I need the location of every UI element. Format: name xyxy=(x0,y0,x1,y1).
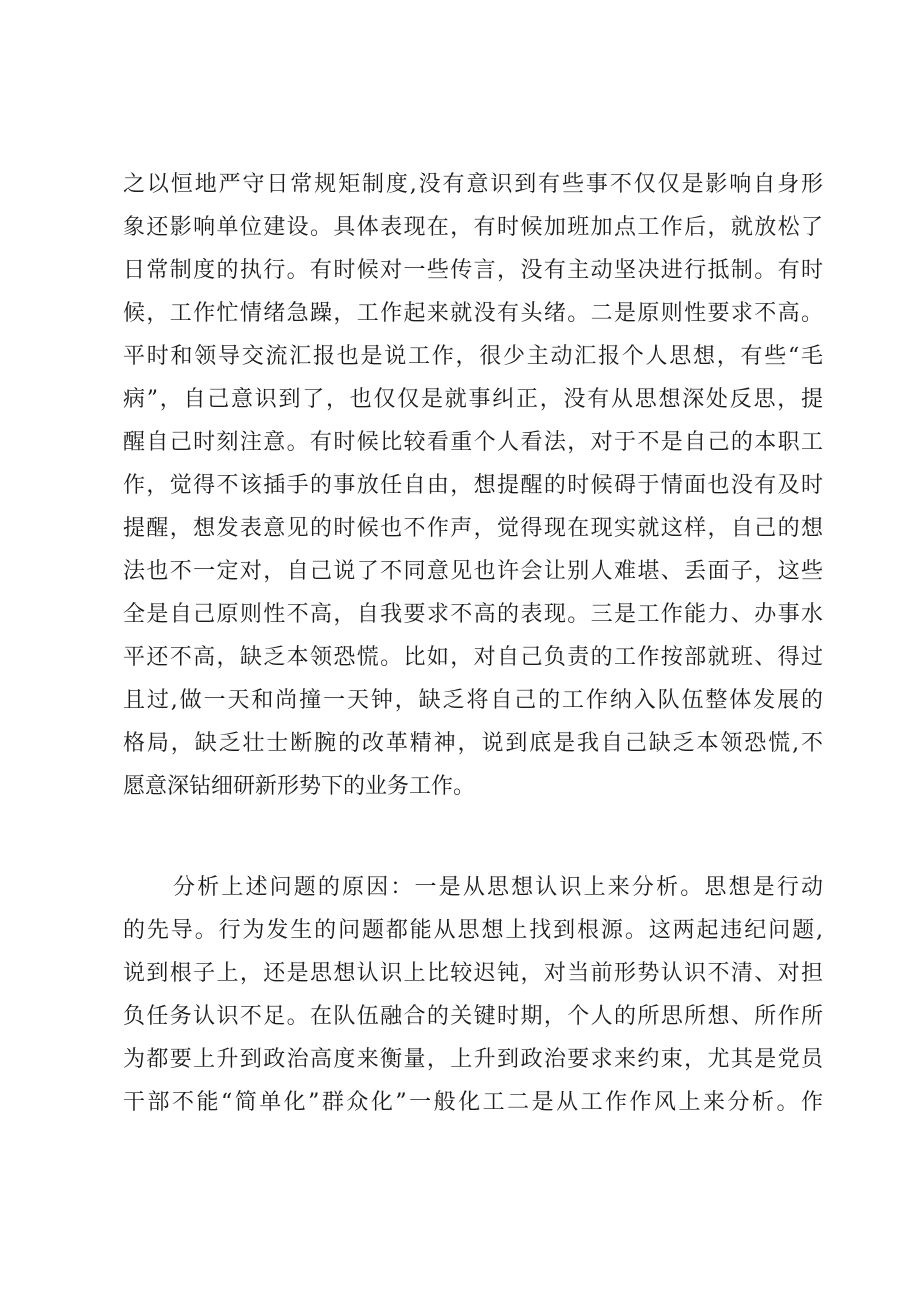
text-line: 全是自己原则性不高，自我要求不高的表现。三是工作能力、办事水 xyxy=(123,602,823,627)
text-line: 候，工作忙情绪急躁，工作起来就没有头绪。二是原则性要求不高。 xyxy=(123,301,823,326)
text-line: 病”，自己意识到了，也仅仅是就事纠正，没有从思想深处反思，提 xyxy=(123,387,823,412)
text-line: 负任务认识不足。在队伍融合的关键时期，个人的所思所想、所作所 xyxy=(123,1004,823,1029)
text-line: 日常制度的执行。有时候对一些传言，没有主动坚决进行抵制。有时 xyxy=(123,258,823,283)
text-line: 为都要上升到政治高度来衡量，上升到政治要求来约束，尤其是党员 xyxy=(123,1047,823,1072)
text-line: 象还影响单位建设。具体表现在，有时候加班加点工作后，就放松了 xyxy=(123,215,823,240)
text-line: 之以恒地严守日常规矩制度,没有意识到有些事不仅仅是影响自身形 xyxy=(123,172,823,197)
text-line: 格局，缺乏壮士断腕的改革精神，说到底是我自己缺乏本领恐慌,不 xyxy=(123,731,823,756)
text-line: 平时和领导交流汇报也是说工作，很少主动汇报个人思想，有些“毛 xyxy=(123,344,823,369)
text-line: 说到根子上，还是思想认识上比较迟钝，对当前形势认识不清、对担 xyxy=(123,961,823,986)
text-line: 的先导。行为发生的问题都能从思想上找到根源。这两起违纪问题, xyxy=(123,918,823,943)
text-line: 法也不一定对，自己说了不同意见也许会让别人难堪、丢面子，这些 xyxy=(123,559,823,584)
text-line: 作，觉得不该插手的事放任自由，想提醒的时候碍于情面也没有及时 xyxy=(123,473,823,498)
text-line: 平还不高，缺乏本领恐慌。比如，对自己负责的工作按部就班、得过 xyxy=(123,645,823,670)
text-line: 分析上述问题的原因：一是从思想认识上来分析。思想是行动 xyxy=(173,875,823,900)
text-line: 干部不能“简单化”群众化”一般化工二是从工作作风上来分析。作 xyxy=(123,1090,823,1115)
text-line: 提醒，想发表意见的时候也不作声，觉得现在现实就这样，自己的想 xyxy=(123,516,823,541)
text-line: 愿意深钻细研新形势下的业务工作。 xyxy=(123,774,476,799)
text-line: 且过,做一天和尚撞一天钟，缺乏将自己的工作纳入队伍整体发展的 xyxy=(123,688,823,713)
text-line: 醒自己时刻注意。有时候比较看重个人看法，对于不是自己的本职工 xyxy=(123,430,823,455)
